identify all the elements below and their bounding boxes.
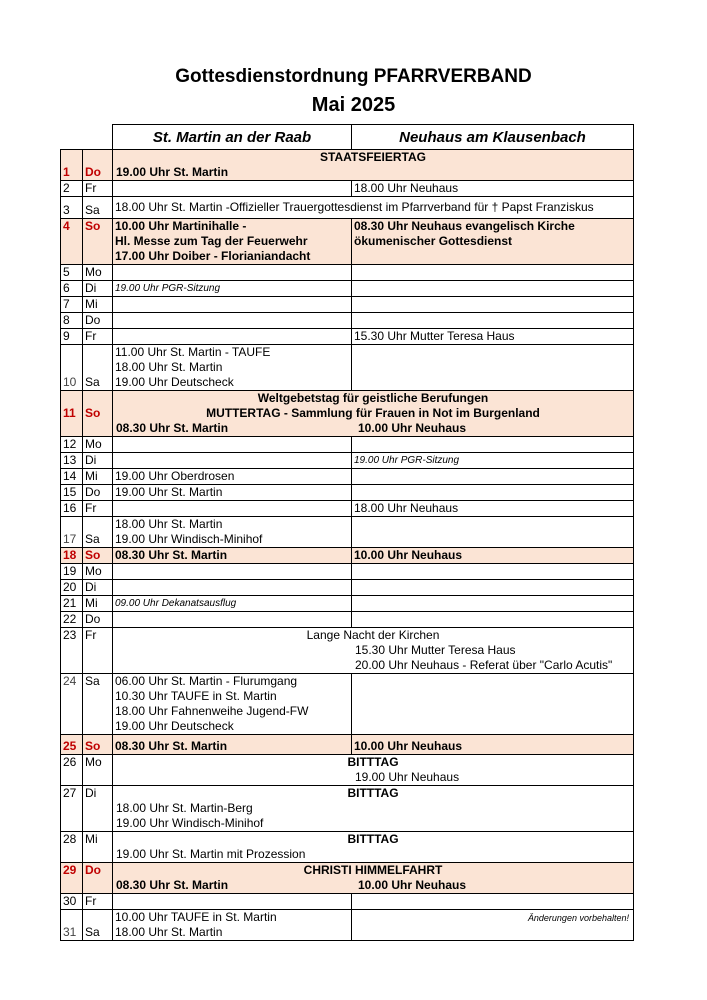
holiday-banner: Weltgebetstag für geistliche Berufungen	[257, 391, 489, 405]
event-cell-left	[113, 345, 352, 391]
weekday: Do	[83, 612, 113, 628]
event-text: 10.00 Uhr Neuhaus	[358, 421, 467, 435]
table-row	[61, 832, 634, 863]
event-cell-right	[352, 517, 634, 548]
table-row	[61, 391, 634, 437]
event-text: 19.00 Uhr Windisch-Minihof	[115, 532, 263, 546]
event-cell-left	[113, 910, 352, 941]
weekday: Do	[83, 485, 113, 501]
weekday: Mi	[83, 469, 113, 485]
event-text: 18.00 Uhr St. Martin	[115, 517, 223, 531]
header-empty-cell	[61, 125, 83, 150]
day-number: 6	[61, 281, 83, 297]
day-number: 25	[61, 735, 83, 755]
table-row	[61, 501, 634, 517]
event-cell-right	[352, 219, 634, 265]
table-row	[61, 329, 634, 345]
event-cell-left	[113, 612, 352, 628]
table-row	[61, 197, 634, 219]
event-cell-right	[352, 596, 634, 612]
weekday: Sa	[83, 674, 113, 735]
event-cell-left: 09.00 Uhr Dekanatsausflug	[113, 596, 352, 612]
weekday: Fr	[83, 894, 113, 910]
weekday: So	[83, 219, 113, 265]
table-row	[61, 863, 634, 894]
table-row	[61, 548, 634, 564]
event-text: 08.30 Uhr St. Martin	[116, 878, 229, 892]
weekday: Mo	[83, 755, 113, 786]
table-row	[61, 181, 634, 197]
day-number: 3	[61, 197, 83, 219]
event-cell-left	[113, 674, 352, 735]
event-cell-right	[352, 265, 634, 281]
day-number: 11	[61, 391, 83, 437]
event-cell-left	[113, 329, 352, 345]
day-number: 1	[61, 150, 83, 181]
day-number: 16	[61, 501, 83, 517]
table-row	[61, 735, 634, 755]
event-cell-left	[113, 517, 352, 548]
table-row	[61, 564, 634, 580]
event-text: 19.00 Uhr St. Martin mit Prozession	[116, 847, 306, 861]
event-text: 15.30 Uhr Mutter Teresa Haus	[355, 643, 516, 657]
weekday: So	[83, 391, 113, 437]
event-cell	[113, 863, 634, 894]
weekday: Do	[83, 150, 113, 181]
table-row	[61, 786, 634, 832]
weekday: Do	[83, 863, 113, 894]
page-subtitle: Mai 2025	[311, 94, 396, 116]
weekday: Di	[83, 281, 113, 297]
day-number: 26	[61, 755, 83, 786]
event-cell-left	[113, 437, 352, 453]
event-text: 18.00 Uhr St. Martin-Berg	[116, 801, 253, 815]
event-cell-left	[113, 181, 352, 197]
weekday: Di	[83, 453, 113, 469]
event-cell-right	[352, 345, 634, 391]
weekday: Fr	[83, 329, 113, 345]
event-cell-left: 08.30 Uhr St. Martin	[113, 735, 352, 755]
event-cell-right: 10.00 Uhr Neuhaus	[352, 548, 634, 564]
day-number: 5	[61, 265, 83, 281]
table-row	[61, 437, 634, 453]
weekday: Mi	[83, 596, 113, 612]
table-row	[61, 674, 634, 735]
bittag-banner: BITTTAG	[347, 786, 399, 800]
day-number: 27	[61, 786, 83, 832]
event-cell-left: 19.00 Uhr Oberdrosen	[113, 469, 352, 485]
event-banner: Lange Nacht der Kirchen	[306, 628, 440, 642]
schedule-table	[60, 124, 634, 941]
weekday: Mo	[83, 265, 113, 281]
event-text: 11.00 Uhr St. Martin - TAUFE	[115, 345, 271, 359]
event-text: 10.30 Uhr TAUFE in St. Martin	[115, 689, 277, 703]
day-number: 28	[61, 832, 83, 863]
event-cell-right	[352, 485, 634, 501]
event-cell-left: 19.00 Uhr PGR-Sitzung	[113, 281, 352, 297]
footnote: Änderungen vorbehalten!	[527, 913, 629, 923]
event-cell	[113, 150, 634, 181]
day-number: 21	[61, 596, 83, 612]
event-text: 06.00 Uhr St. Martin - Flurumgang	[115, 674, 298, 688]
event-cell: 18.00 Uhr St. Martin -Offizieller Trauergottesdienst im Pfarrverband für † Papst Franziskus	[113, 197, 634, 219]
event-text: 19.00 Uhr Neuhaus	[355, 770, 460, 784]
table-row	[61, 150, 634, 181]
event-text: 19.00 Uhr Deutscheck	[115, 375, 234, 389]
event-text: 18.00 Uhr Fahnenweihe Jugend-FW	[115, 704, 309, 718]
table-row	[61, 281, 634, 297]
table-row	[61, 345, 634, 391]
event-cell-right	[352, 281, 634, 297]
weekday: Sa	[83, 345, 113, 391]
header-empty-cell	[83, 125, 113, 150]
event-cell-right	[352, 894, 634, 910]
bittag-banner: BITTTAG	[347, 832, 399, 846]
event-cell-left	[113, 453, 352, 469]
event-cell-left	[113, 580, 352, 596]
table-row	[61, 612, 634, 628]
day-number: 2	[61, 181, 83, 197]
table-row	[61, 517, 634, 548]
event-cell-right: 19.00 Uhr PGR-Sitzung	[352, 453, 634, 469]
day-number: 30	[61, 894, 83, 910]
event-cell-left	[113, 219, 352, 265]
event-text: 10.00 Uhr TAUFE in St. Martin	[115, 910, 277, 924]
event-text: 18.00 Uhr St. Martin	[115, 925, 223, 939]
weekday: Fr	[83, 181, 113, 197]
weekday: Fr	[83, 628, 113, 674]
column-header-st-martin: St. Martin an der Raab	[113, 125, 352, 150]
event-cell-right	[352, 580, 634, 596]
weekday: Mi	[83, 297, 113, 313]
day-number: 23	[61, 628, 83, 674]
holiday-banner: MUTTERTAG - Sammlung für Frauen in Not im Burgenland	[206, 406, 540, 420]
event-cell-right: 18.00 Uhr Neuhaus	[352, 501, 634, 517]
event-text: 10.00 Uhr Martinihalle -	[115, 219, 247, 233]
bittag-banner: BITTTAG	[347, 755, 399, 769]
day-number: 4	[61, 219, 83, 265]
day-number: 12	[61, 437, 83, 453]
day-number: 24	[61, 674, 83, 735]
event-cell-right: 10.00 Uhr Neuhaus	[352, 735, 634, 755]
weekday: Sa	[83, 910, 113, 941]
event-text: 08.30 Uhr Neuhaus evangelisch Kirche	[354, 219, 575, 233]
event-text: 17.00 Uhr Doiber - Florianiandacht	[115, 249, 311, 263]
weekday: So	[83, 548, 113, 564]
day-number: 8	[61, 313, 83, 329]
weekday: Di	[83, 786, 113, 832]
event-text: 08.30 Uhr St. Martin	[116, 421, 229, 435]
day-number: 31	[61, 910, 83, 941]
weekday: Mo	[83, 437, 113, 453]
event-cell	[113, 786, 634, 832]
event-cell	[113, 628, 634, 674]
table-row	[61, 453, 634, 469]
event-cell-right	[352, 297, 634, 313]
event-text: 18.00 Uhr St. Martin	[115, 360, 223, 374]
event-cell-left: 19.00 Uhr St. Martin	[113, 485, 352, 501]
day-number: 19	[61, 564, 83, 580]
weekday: Mi	[83, 832, 113, 863]
table-row	[61, 265, 634, 281]
day-number: 18	[61, 548, 83, 564]
event-cell-right	[352, 469, 634, 485]
weekday: Di	[83, 580, 113, 596]
day-number: 7	[61, 297, 83, 313]
day-number: 22	[61, 612, 83, 628]
event-cell-right	[352, 612, 634, 628]
weekday: Sa	[83, 517, 113, 548]
event-cell-left	[113, 501, 352, 517]
table-row	[61, 894, 634, 910]
day-number: 10	[61, 345, 83, 391]
table-row	[61, 485, 634, 501]
table-row	[61, 596, 634, 612]
event-text: ökumenischer Gottesdienst	[354, 234, 513, 248]
event-cell	[113, 755, 634, 786]
day-number: 9	[61, 329, 83, 345]
event-cell	[113, 832, 634, 863]
event-cell-right: 15.30 Uhr Mutter Teresa Haus	[352, 329, 634, 345]
column-header-neuhaus: Neuhaus am Klausenbach	[352, 125, 634, 150]
day-number: 14	[61, 469, 83, 485]
event-cell-left	[113, 313, 352, 329]
holiday-banner: STAATSFEIERTAG	[320, 150, 426, 164]
event-cell-right: 18.00 Uhr Neuhaus	[352, 181, 634, 197]
weekday: Mo	[83, 564, 113, 580]
day-number: 15	[61, 485, 83, 501]
day-number: 20	[61, 580, 83, 596]
event-text: Hl. Messe zum Tag der Feuerwehr	[115, 234, 308, 248]
event-cell-left	[113, 564, 352, 580]
event-text: 19.00 Uhr St. Martin	[116, 165, 229, 179]
page-title: Gottesdienstordnung PFARRVERBAND	[175, 66, 532, 87]
weekday: So	[83, 735, 113, 755]
event-cell	[113, 391, 634, 437]
table-row	[61, 469, 634, 485]
table-row	[61, 297, 634, 313]
weekday: Do	[83, 313, 113, 329]
table-row	[61, 219, 634, 265]
day-number: 29	[61, 863, 83, 894]
day-number: 13	[61, 453, 83, 469]
day-number: 17	[61, 517, 83, 548]
event-text: 19.00 Uhr Windisch-Minihof	[116, 816, 264, 830]
table-header-row	[61, 125, 634, 150]
weekday: Sa	[83, 197, 113, 219]
holiday-banner: CHRISTI HIMMELFAHRT	[303, 863, 443, 877]
event-text: 19.00 Uhr Deutscheck	[115, 719, 234, 733]
weekday: Fr	[83, 501, 113, 517]
event-cell-right	[352, 313, 634, 329]
event-cell-right	[352, 674, 634, 735]
event-cell-left	[113, 265, 352, 281]
event-cell-left	[113, 894, 352, 910]
table-row	[61, 755, 634, 786]
event-text: 20.00 Uhr Neuhaus - Referat über "Carlo Acutis"	[355, 658, 613, 672]
table-row	[61, 580, 634, 596]
event-cell-right	[352, 564, 634, 580]
event-cell-left	[113, 297, 352, 313]
table-row	[61, 628, 634, 674]
event-cell-right	[352, 437, 634, 453]
event-cell-left: 08.30 Uhr St. Martin	[113, 548, 352, 564]
table-row	[61, 313, 634, 329]
event-text: 10.00 Uhr Neuhaus	[358, 878, 467, 892]
